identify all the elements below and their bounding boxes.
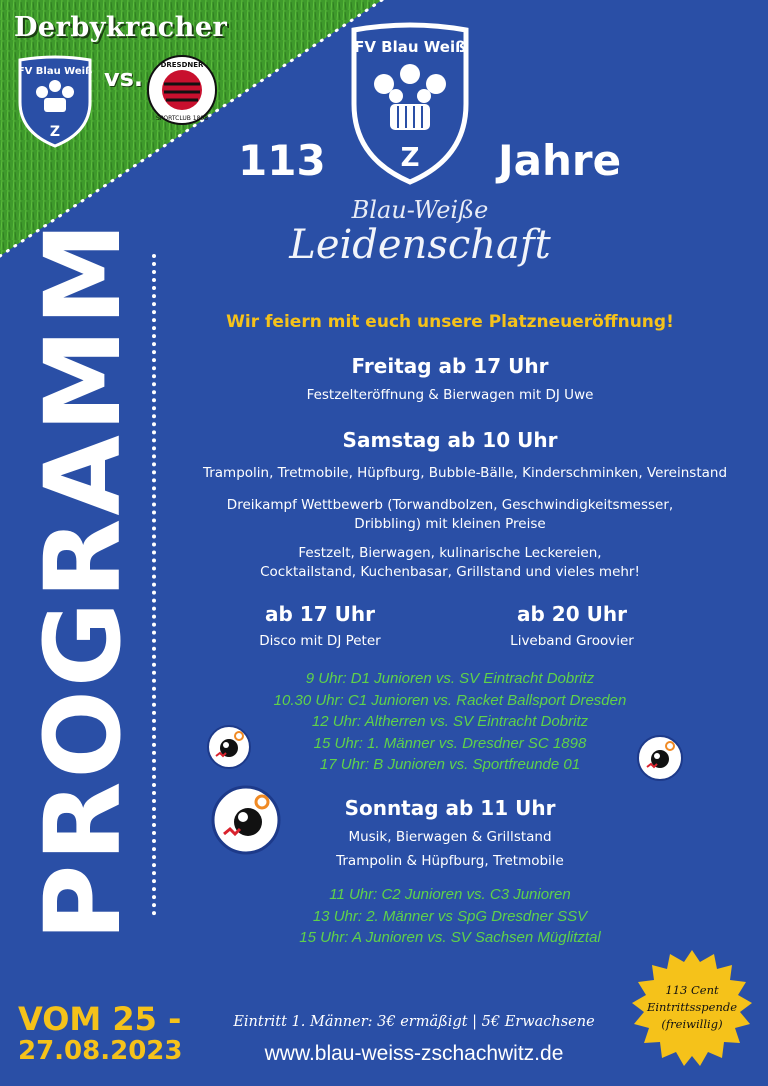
derby-title: Derbykracher — [14, 12, 228, 43]
sunday-line-1: Musik, Bierwagen & Grillstand — [348, 829, 552, 845]
program-vertical-title: PROGRAMM — [22, 219, 144, 941]
svg-text:Z: Z — [49, 124, 61, 140]
mascot-ball-icon — [636, 734, 684, 782]
svg-text:FV Blau Weiß: FV Blau Weiß — [354, 38, 466, 56]
versus-label: vs. — [104, 64, 144, 92]
saturday-game: 17 Uhr: B Junioren vs. Sportfreunde 01 — [319, 756, 581, 773]
donation-badge — [630, 948, 754, 1072]
home-club-logo-small — [14, 54, 96, 150]
saturday-evening-text-2: Liveband Groovier — [510, 633, 634, 649]
sunday-game: 13 Uhr: 2. Männer vs SpG Dresdner SSV — [312, 907, 588, 925]
mascot-ball-icon — [210, 784, 282, 856]
svg-text:DRESDNER: DRESDNER — [160, 61, 204, 69]
friday-text: Festzelteröffnung & Bierwagen mit DJ Uwe — [306, 387, 594, 403]
donation-line-3: (freiwillig) — [661, 1017, 723, 1031]
saturday-game: 15 Uhr: 1. Männer vs. Dresdner SC 1898 — [313, 734, 587, 752]
saturday-game: 10.30 Uhr: C1 Junioren vs. Racket Ballsport Dresden — [273, 691, 627, 709]
years-word: Jahre — [498, 136, 622, 185]
slogan-top: Blau-Weiße — [351, 196, 489, 224]
date-range-end: 27.08.2023 — [18, 1036, 183, 1066]
saturday-line-2: Dreikampf Wettbewerb (Torwandbolzen, Geschwindigkeitsmesser, Dribbling) mit kleinen Preise — [226, 497, 674, 532]
sunday-title: Sonntag ab 11 Uhr — [344, 796, 556, 820]
saturday-game: 12 Uhr: Altherren vs. SV Eintracht Dobritz — [311, 713, 589, 730]
website-link[interactable]: www.blau-weiss-zschachwitz.de — [264, 1042, 564, 1065]
svg-text:SPORTCLUB 1898: SPORTCLUB 1898 — [155, 115, 209, 122]
sunday-line-2: Trampolin & Hüpfburg, Tretmobile — [336, 853, 564, 869]
years-number: 113 — [238, 136, 326, 185]
friday-title: Freitag ab 17 Uhr — [351, 354, 549, 378]
mascot-ball-icon — [206, 724, 252, 770]
saturday-line-3: Festzelt, Bierwagen, kulinarische Leckereien, Cocktailstand, Kuchenbasar, Grillstand und vieles mehr! — [260, 545, 640, 580]
sunday-game: 15 Uhr: A Junioren vs. SV Sachsen Müglitztal — [299, 929, 601, 946]
saturday-evening-text-1: Disco mit DJ Peter — [259, 633, 381, 649]
saturday-games — [220, 668, 680, 776]
saturday-game: 9 Uhr: D1 Junioren vs. SV Eintracht Dobritz — [305, 670, 595, 687]
saturday-line-1: Trampolin, Tretmobile, Hüpfburg, Bubble-Bälle, Kinderschminken, Vereinstand — [202, 465, 728, 481]
main-club-crest — [348, 22, 472, 188]
donation-line-2: Eintrittsspende — [646, 1000, 738, 1014]
svg-text:FV Blau Weiß: FV Blau Weiß — [17, 66, 93, 77]
donation-line-1: 113 Cent — [665, 983, 719, 997]
slogan-main: Leidenschaft — [289, 222, 551, 268]
away-club-logo — [146, 54, 218, 126]
entry-prices: Eintritt 1. Männer: 3€ ermäßigt | 5€ Erwachsene — [233, 1014, 595, 1030]
dotted-divider — [152, 254, 158, 916]
svg-text:Z: Z — [400, 143, 420, 173]
date-range-start: VOM 25 - — [18, 1000, 182, 1038]
saturday-evening-title-2: ab 20 Uhr — [517, 602, 627, 626]
sunday-game: 11 Uhr: C2 Junioren vs. C3 Junioren — [329, 886, 571, 903]
saturday-evening-title-1: ab 17 Uhr — [265, 602, 375, 626]
headline: Wir feiern mit euch unsere Platzneueröffnung! — [226, 312, 674, 332]
saturday-title: Samstag ab 10 Uhr — [342, 428, 558, 452]
sunday-games — [230, 884, 670, 949]
